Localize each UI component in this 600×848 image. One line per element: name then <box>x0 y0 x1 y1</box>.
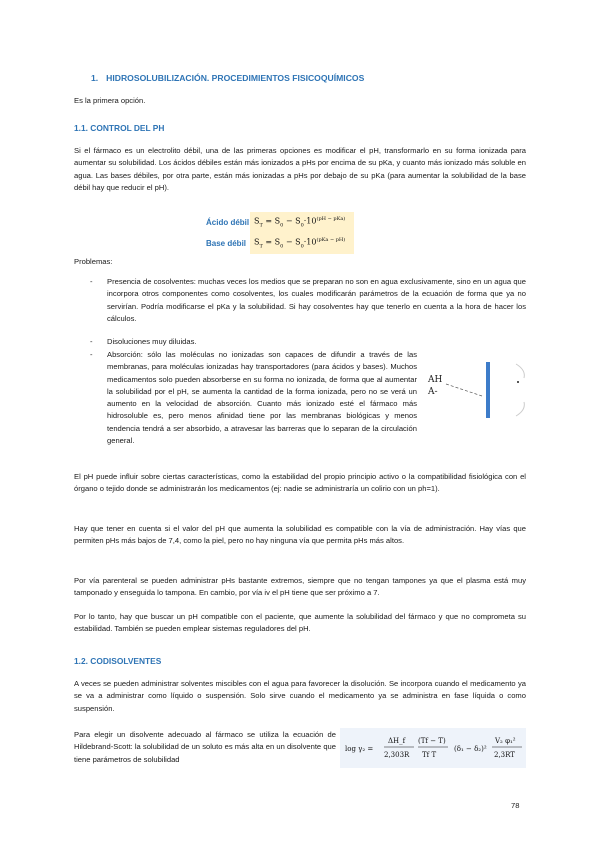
bullet-marker: - <box>90 337 93 346</box>
paragraph-parenteral: Por vía parenteral se pueden administrar pHs bastante extremos, siempre que no tengan tampones ya que el plasma está muy tamponado y enseguida lo tampona. En cambio, por vía iv el pH tiene que ser próximo a 7. <box>74 576 526 598</box>
section-1-2-title: 1.2. CODISOLVENTES <box>74 656 162 666</box>
paragraph-ph-characteristics: El pH puede influir sobre ciertas características, como la estabilidad del propio principio activo o la compatibilidad fisiológica con el órgano o tejido donde se administrarán los medicamentos (ej: nadie se administraría un colirio con un ph=1). <box>74 472 526 494</box>
section-1-2-paragraph-2: Para elegir un disolvente adecuado al fármaco se utiliza la ecuación de Hildebrand-Scott: la solubilidad de un soluto es más alta en un disolvente que tiene parámetros de solubilidad <box>74 730 336 764</box>
section-1-1-paragraph: Si el fármaco es un electrolito débil, una de las primeras opciones es modificar el pH, transformarlo en su forma ionizada para aumentar su solubilidad. Los ácidos débiles están más ionizados a pHs por encima de su pKa, y cuanto más ionizado más soluble en agua. Las bases débiles, por otra parte, están más ionizadas a pHs por debajo de su pKa (para aumentar la solubilidad de la base débil hay que reducir el pH). <box>74 146 526 192</box>
formula-label-base: Base débil <box>206 239 247 248</box>
eq-term1-den: 2,303R <box>384 751 410 759</box>
page-number: 78 <box>511 801 520 810</box>
hildebrand-equation <box>340 728 526 768</box>
eq-term2-num: (Tf − T) <box>418 737 446 745</box>
section-1-1-title: 1.1. CONTROL DEL PH <box>74 123 165 133</box>
diffusion-arrow <box>446 384 482 396</box>
eq-term4-num: V₂ φ₁² <box>495 737 516 745</box>
bullet-cosolvents: Presencia de cosolventes: muchas veces los medios que se preparan no son en agua exclusivamente, sino en un agua que incorpora otros componentes como cosolventes, los cuales modificarán parámetros de la ecuación de forma que ya no servirían. Podría modificarse el pKa y la solubilidad. Si hay cosolventes hay que tenerlo en cuenta a la hora de hacer los cálculos. <box>107 277 526 323</box>
paragraph-route-compat: Hay que tener en cuenta si el valor del pH que aumenta la solubilidad es compatible con la vía de administración. Hay vías que permiten pHs más bajos de 7,4, como la piel, pero no hay ninguna vía que permita pHs más altos. <box>74 524 526 546</box>
membrane-label-a: A- <box>428 387 438 397</box>
arc-top <box>516 364 524 378</box>
formula-acid-exponent: (pH − pKa) <box>316 216 346 222</box>
bullet-absorption: Absorción: sólo las moléculas no ionizadas son capaces de difundir a través de las membranas, para moléculas ionizadas hay transportadores (para ácidos y bases). Muchos medicamentos solo pueden absorberse en su forma no ionizada, de forma que al aumentar la solubilidad por el pH, se aumenta la cantidad de la forma ionizada, pero no se verá un aumento en la velocidad de absorción. Cuanto más ionizado esté el fármaco más hidrosoluble es, pero menos afinidad tiene por las membranas biológicas y menos tendencia tendrá a ser absorbido, a atravesar las barreras que lo separan de la circulación general. <box>107 350 417 446</box>
formula-base: $S_T = S_0 - S_0\cdot 10^{(pKa - pH)}$ <box>254 237 346 250</box>
formula-label-acid: Ácido débil <box>206 218 250 227</box>
heading-1 <box>91 72 364 86</box>
membrane-bar <box>486 362 490 418</box>
heading-1-title: HIDROSOLUBILIZACIÓN. PROCEDIMIENTOS FISICOQUÍMICOS <box>106 73 365 83</box>
heading-1-number: 1. <box>91 73 99 83</box>
arc-bottom <box>516 402 524 416</box>
eq-term3: (δ₁ − δ₂)² <box>454 745 487 753</box>
formula-base-exponent: (pKa − pH) <box>316 237 346 243</box>
molecule-dot <box>517 381 519 383</box>
eq-term4-den: 2,3RT <box>494 751 515 759</box>
bullet-diluted: Disoluciones muy diluidas. <box>107 337 197 346</box>
eq-term2-den: Tf T <box>422 751 437 759</box>
eq-term1-num: ΔH_f <box>388 737 406 745</box>
membrane-label-ah: AH <box>428 375 443 385</box>
section-1-2-paragraph-1: A veces se pueden administrar solventes miscibles con el agua para favorecer la disolución. Se incorpora cuando el medicamento ya se va a administrar como líquido o suspensión. Solo sirve cuando el medicamento ya se administra en fase líquida o como suspensión. <box>74 679 526 713</box>
problems-label: Problemas: <box>74 257 113 266</box>
intro-text: Es la primera opción. <box>74 96 146 105</box>
paragraph-conclusion: Por lo tanto, hay que buscar un pH compatible con el paciente, que aumente la solubilidad del fármaco y que no comprometa su estabilidad. También se pueden emplear sistemas reguladores del pH. <box>74 612 526 634</box>
formula-acid: $S_T = S_0 - S_0\cdot 10^{(pH - pKa)}$ <box>254 216 346 229</box>
eq-lhs: log γ₂ = <box>345 745 374 753</box>
membrane-diagram <box>424 360 526 420</box>
bullet-marker: - <box>90 277 93 286</box>
bullet-marker: - <box>90 350 93 359</box>
